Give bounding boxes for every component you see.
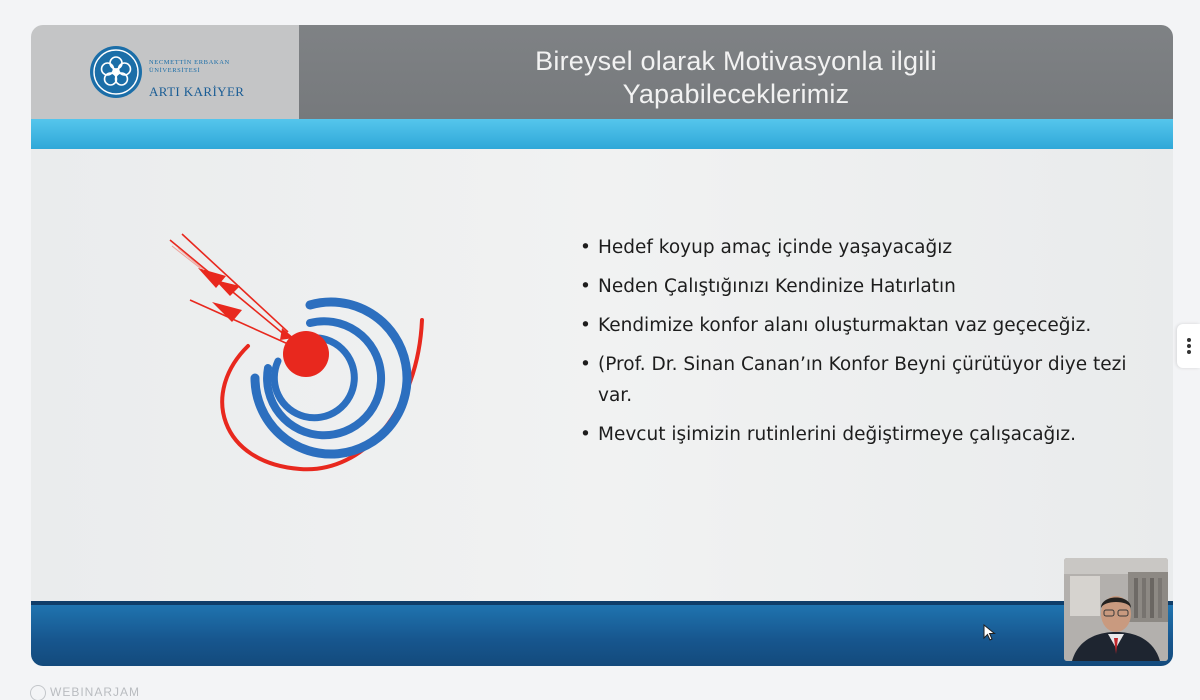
bullet-marker: •: [580, 354, 591, 375]
slide-title-line-2: Yapabileceklerimiz: [622, 79, 850, 109]
list-item: [580, 349, 1140, 411]
header-title-area: [299, 25, 1173, 119]
bullet-marker: •: [580, 424, 591, 445]
bullet-text: Mevcut işimizin rutinlerini değiştirmeye çalışacağız.: [598, 424, 1077, 445]
header-logo-area: [31, 25, 299, 119]
header-accent-band: [31, 119, 1173, 149]
bullet-text: Kendimize konfor alanı oluşturmaktan vaz geçeceğiz.: [598, 315, 1092, 336]
slide-title-line-1: Bireysel olarak Motivasyonla ilgili: [535, 46, 937, 76]
university-logo: [89, 45, 269, 101]
logo-university-name-1: NECMETTİN ERBAKAN: [149, 59, 230, 66]
logo-brand-text: ARTI KARİYER: [149, 84, 245, 99]
university-emblem-icon: [89, 45, 143, 99]
presenter-webcam[interactable]: [1064, 558, 1168, 661]
footer-band: [31, 601, 1173, 666]
bullet-marker: •: [580, 315, 591, 336]
vertical-dots-icon: [1187, 338, 1191, 342]
bullet-list: [580, 232, 1140, 458]
list-item: [580, 271, 1140, 302]
target-with-arrows-icon: [160, 228, 440, 478]
webinarjam-logo-icon: [30, 685, 46, 700]
mouse-pointer-icon: [983, 624, 997, 642]
list-item: [580, 310, 1140, 341]
bullet-text: Neden Çalıştığınızı Kendinize Hatırlatın: [598, 276, 956, 297]
bullet-text: (Prof. Dr. Sinan Canan’ın Konfor Beyni çürütüyor diye tezi var.: [598, 354, 1127, 406]
slide-title: [299, 45, 1173, 111]
bullet-marker: •: [580, 276, 591, 297]
list-item: [580, 419, 1140, 450]
bullet-marker: •: [580, 237, 591, 258]
watermark-text: WEBINARJAM: [50, 685, 141, 700]
logo-university-name-2: ÜNİVERSİTESİ: [149, 67, 201, 74]
bullet-text: Hedef koyup amaç içinde yaşayacağız: [598, 237, 953, 258]
webinar-watermark: [30, 685, 140, 700]
side-menu-toggle[interactable]: [1177, 324, 1200, 368]
list-item: [580, 232, 1140, 263]
